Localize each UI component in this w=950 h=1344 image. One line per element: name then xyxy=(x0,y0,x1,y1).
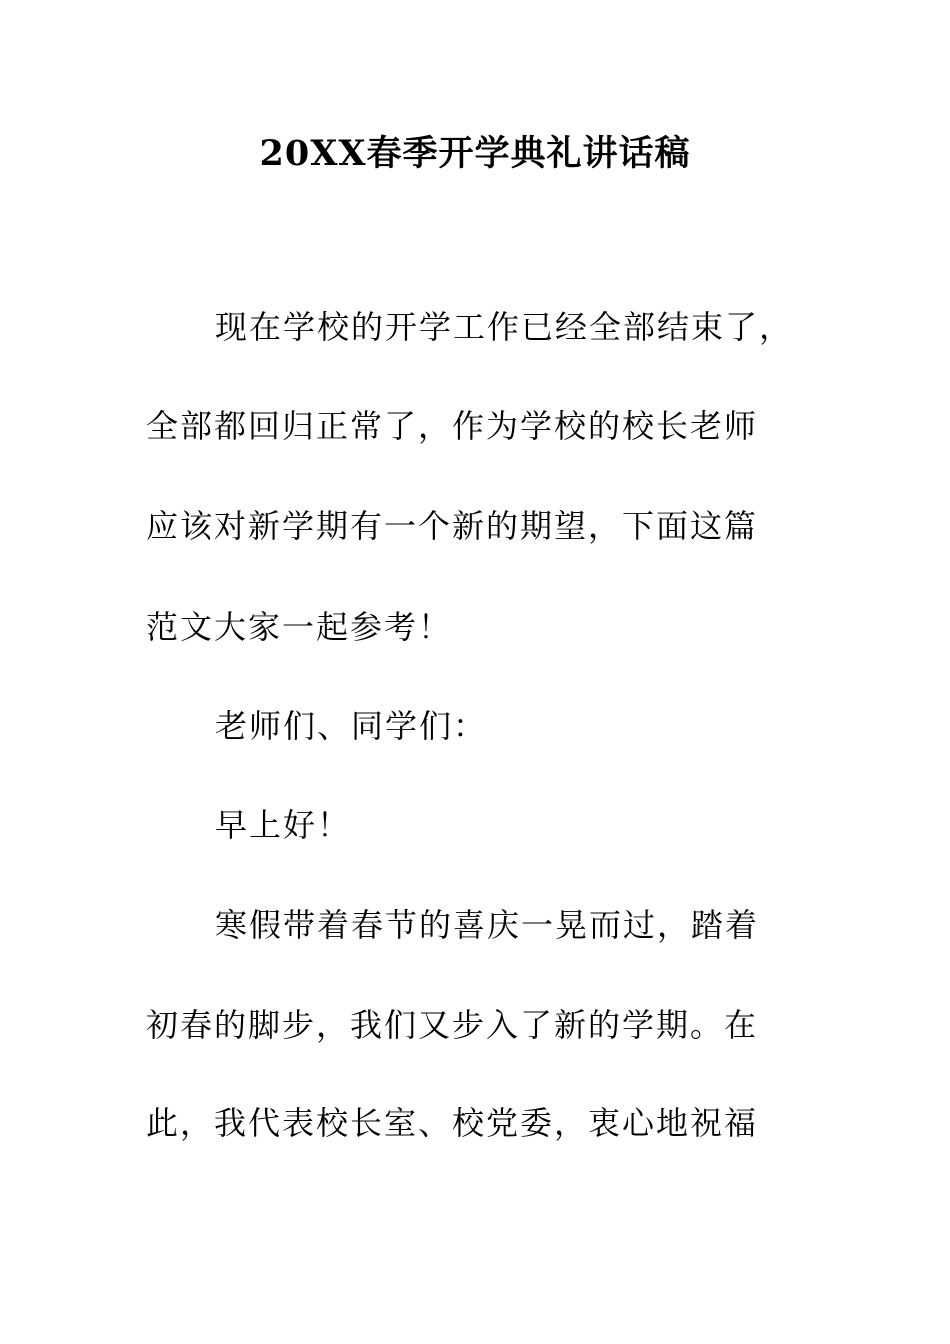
salutation-line: 老师们、同学们： xyxy=(215,707,488,745)
greeting-line: 早上好！ xyxy=(215,806,352,844)
paragraph-line: 范文大家一起参考！ xyxy=(146,608,453,646)
paragraph-line: 寒假带着春节的喜庆一晃而过，踏着 xyxy=(215,906,760,944)
paragraph-line: 现在学校的开学工作已经全部结束了， xyxy=(215,308,794,346)
paragraph-line: 此，我代表校长室、校党委，衷心地祝福 xyxy=(146,1104,759,1142)
paragraph-line: 应该对新学期有一个新的期望，下面这篇 xyxy=(146,507,759,545)
paragraph-line: 初春的脚步，我们又步入了新的学期。在 xyxy=(146,1006,759,1044)
paragraph-line: 全部都回归正常了，作为学校的校长老师 xyxy=(146,407,759,445)
document-title: 20XX春季开学典礼讲话稿 xyxy=(259,133,691,174)
